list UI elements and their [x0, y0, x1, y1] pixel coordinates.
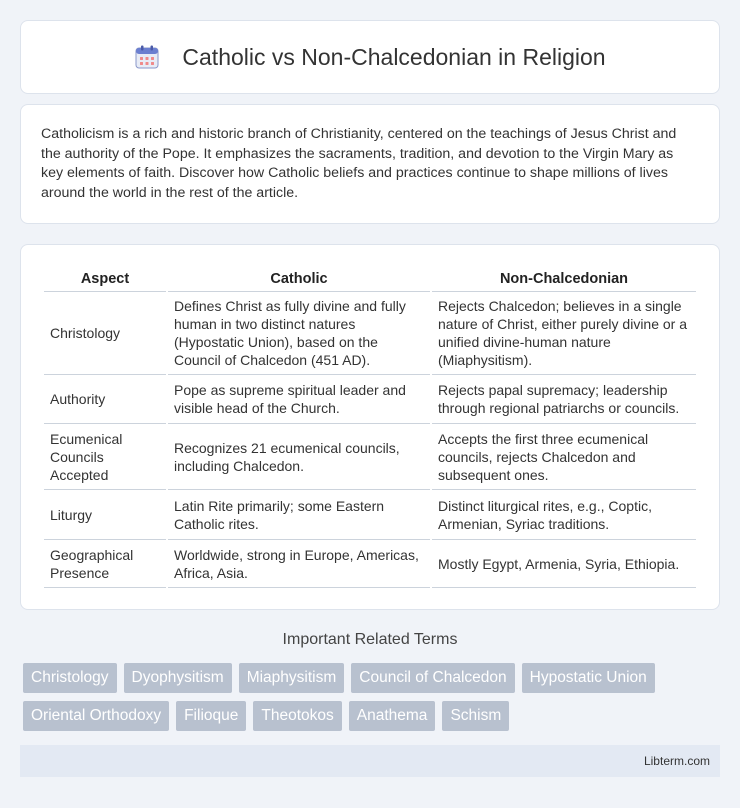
header-catholic: Catholic — [168, 267, 430, 292]
tag-dyophysitism[interactable]: Dyophysitism — [124, 663, 232, 693]
table-row — [44, 540, 696, 588]
footer — [20, 745, 720, 777]
cell-catholic: Latin Rite primarily; some Eastern Catholic rites. — [168, 490, 430, 540]
tag-oriental-orthodoxy[interactable]: Oriental Orthodoxy — [23, 701, 169, 731]
tag-hypostatic-union[interactable]: Hypostatic Union — [522, 663, 655, 693]
cell-non-chalcedonian: Rejects Chalcedon; believes in a single nature of Christ, either purely divine or a unified divine-human nature (Miaphysitism). — [432, 292, 696, 375]
header-aspect: Aspect — [44, 267, 166, 292]
table-row — [44, 424, 696, 490]
tag-council-of-chalcedon[interactable]: Council of Chalcedon — [351, 663, 514, 693]
comparison-table-card — [20, 244, 720, 610]
cell-non-chalcedonian: Distinct liturgical rites, e.g., Coptic, Armenian, Syriac traditions. — [432, 490, 696, 540]
cell-aspect: Christology — [44, 292, 166, 375]
table-header-row — [44, 267, 696, 292]
tag-anathema[interactable]: Anathema — [349, 701, 436, 731]
cell-non-chalcedonian: Accepts the first three ecumenical councils, rejects Chalcedon and subsequent ones. — [432, 424, 696, 490]
header-non-chalcedonian: Non-Chalcedonian — [432, 267, 696, 292]
title-card — [20, 20, 720, 94]
tag-theotokos[interactable]: Theotokos — [253, 701, 341, 731]
cell-aspect: Authority — [44, 375, 166, 424]
calendar-icon — [134, 44, 160, 70]
related-terms — [23, 663, 723, 739]
footer-site-link[interactable]: Libterm.com — [643, 754, 710, 768]
cell-non-chalcedonian: Mostly Egypt, Armenia, Syria, Ethiopia. — [432, 540, 696, 588]
tag-row — [23, 701, 723, 731]
table-row — [44, 375, 696, 424]
cell-aspect: Ecumenical Councils Accepted — [44, 424, 166, 490]
cell-aspect: Geographical Presence — [44, 540, 166, 588]
cell-catholic: Pope as supreme spiritual leader and visible head of the Church. — [168, 375, 430, 424]
tag-schism[interactable]: Schism — [442, 701, 509, 731]
cell-aspect: Liturgy — [44, 490, 166, 540]
cell-non-chalcedonian: Rejects papal supremacy; leadership through regional patriarchs or councils. — [432, 375, 696, 424]
tag-miaphysitism[interactable]: Miaphysitism — [239, 663, 345, 693]
table-row — [44, 490, 696, 540]
cell-catholic: Defines Christ as fully divine and fully human in two distinct natures (Hypostatic Union), based on the Council of Chalcedon (451 AD). — [168, 292, 430, 375]
tag-row — [23, 663, 723, 693]
intro-text: Catholicism is a rich and historic branch of Christianity, centered on the teachings of Jesus Christ and the authority of the Pope. It emphasizes the sacraments, tradition, and devotion to the Virgin Mary as key elements of faith. Discover how Catholic beliefs and practices continue to shape millions of lives around the world in the rest of the article. — [41, 126, 677, 201]
page-title: Catholic vs Non-Chalcedonian in Religion — [182, 43, 606, 70]
comparison-table — [42, 267, 698, 588]
table-row — [44, 292, 696, 375]
cell-catholic: Worldwide, strong in Europe, Americas, Africa, Asia. — [168, 540, 430, 588]
intro-card — [20, 104, 720, 224]
related-terms-title: Important Related Terms — [282, 631, 458, 648]
tag-christology[interactable]: Christology — [23, 663, 117, 693]
tag-filioque[interactable]: Filioque — [176, 701, 246, 731]
cell-catholic: Recognizes 21 ecumenical councils, including Chalcedon. — [168, 424, 430, 490]
